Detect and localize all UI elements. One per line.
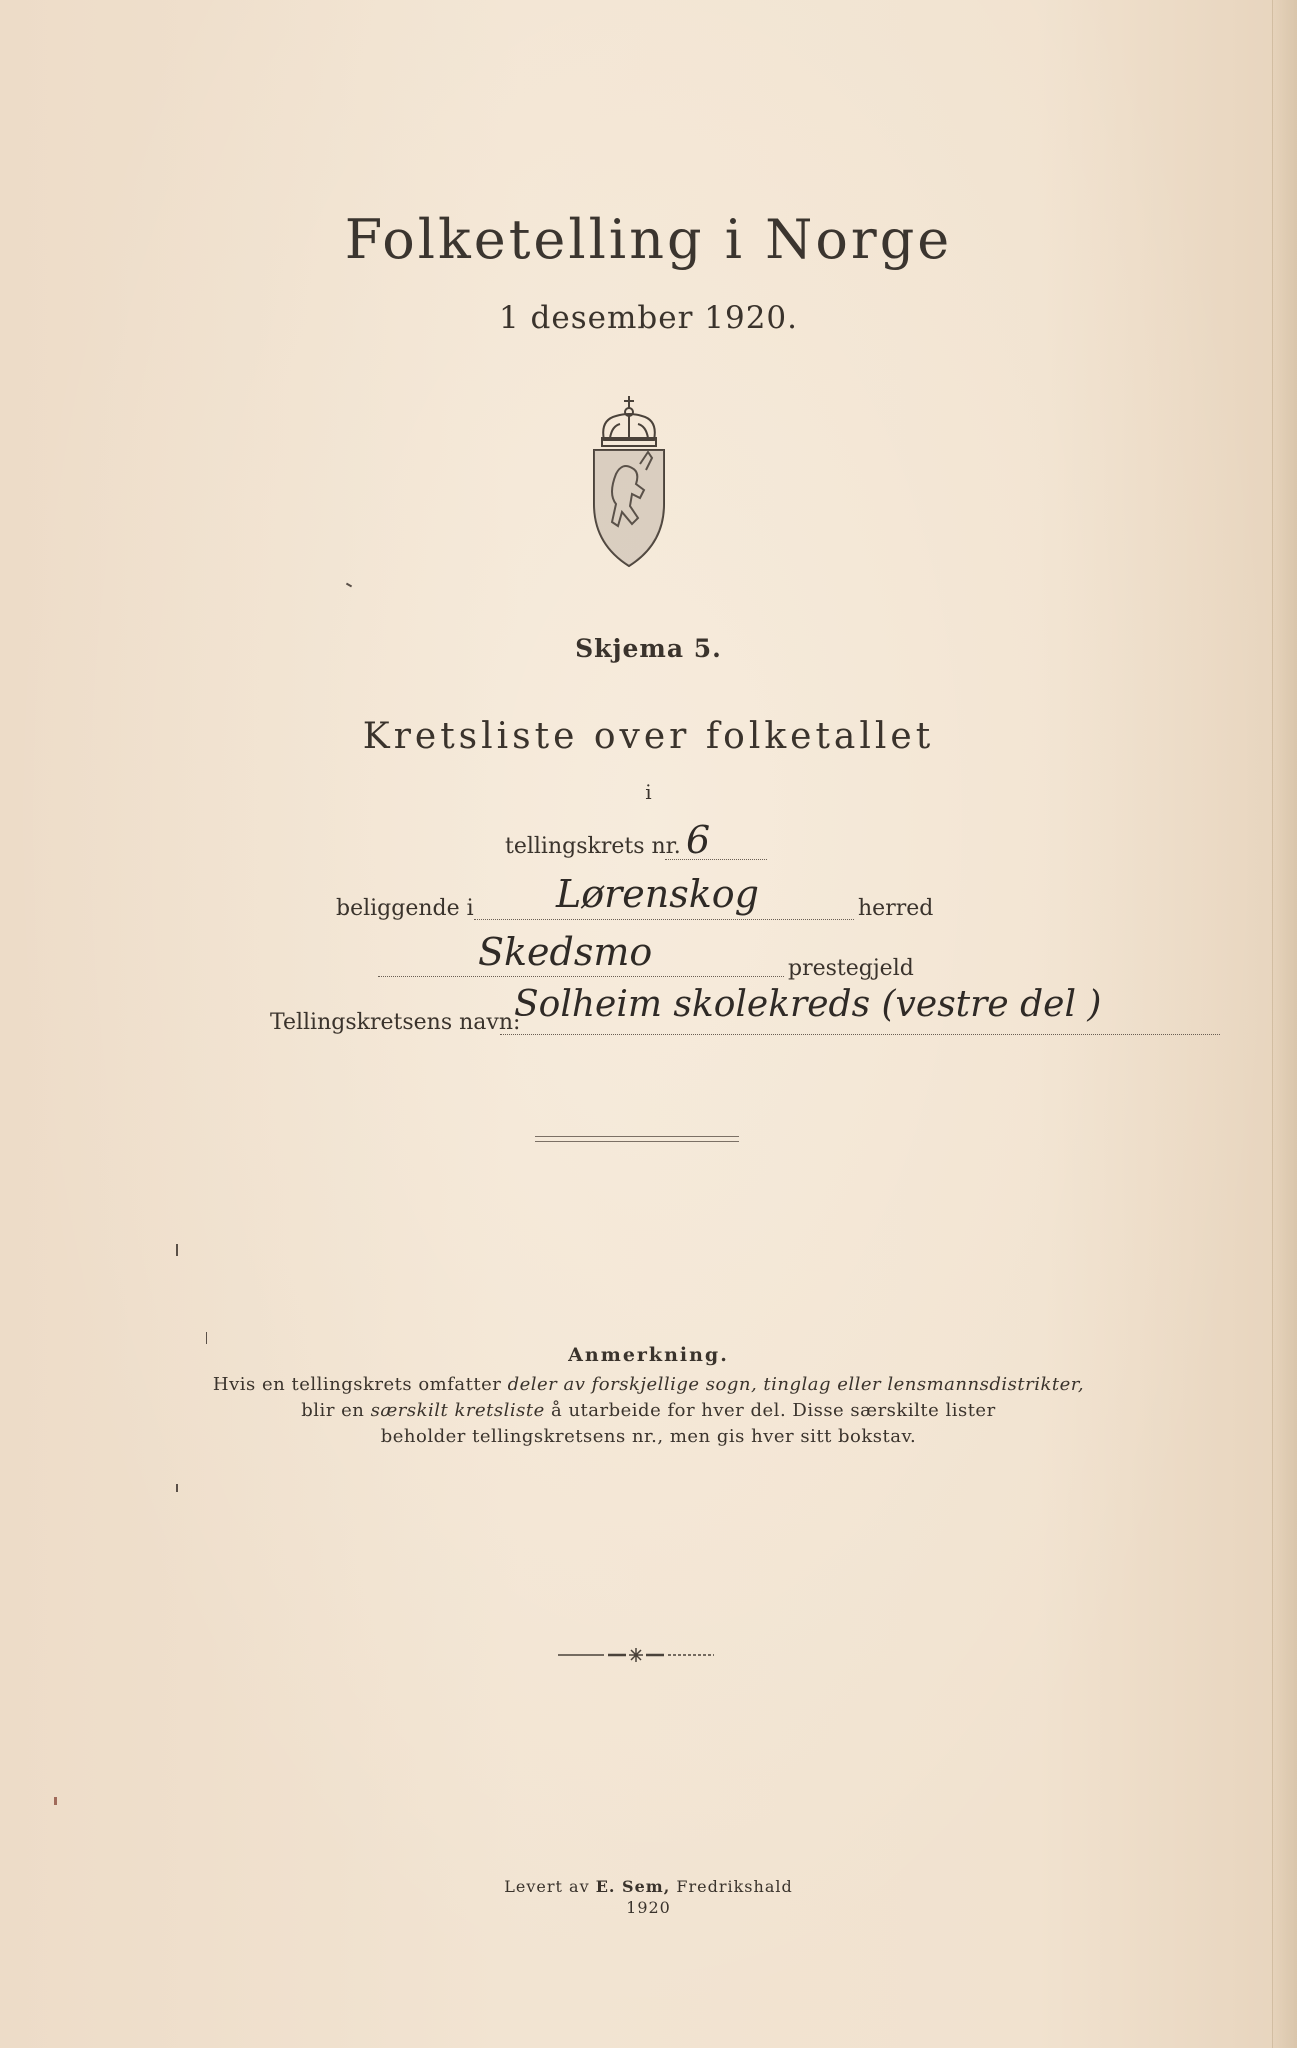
prestegjeld-label: prestegjeld bbox=[788, 956, 914, 981]
note-line-2-italic: særskilt kretsliste bbox=[370, 1400, 545, 1421]
herred-label: herred bbox=[858, 896, 934, 921]
section-divider bbox=[535, 1136, 739, 1142]
tellingskrets-label: tellingskrets nr. bbox=[505, 834, 681, 859]
page-title: Folketelling i Norge bbox=[344, 208, 953, 271]
paper-mark bbox=[176, 1244, 178, 1256]
printer-year: 1920 bbox=[626, 1898, 671, 1917]
note-line-3: beholder tellingskretsens nr., men gis hver sitt bokstav. bbox=[380, 1426, 917, 1447]
printer-prefix: Levert av bbox=[504, 1877, 596, 1896]
tellingskrets-value: 6 bbox=[686, 818, 711, 862]
beliggende-line bbox=[474, 919, 854, 920]
note-line-2-text-c: å utarbeide for hver del. Disse særskilte lister bbox=[544, 1400, 996, 1421]
prestegjeld-value: Skedsmo bbox=[478, 930, 653, 974]
printer-credit bbox=[0, 1877, 1297, 1896]
navn-line bbox=[500, 1034, 1220, 1035]
schema-number: Skjema 5. bbox=[575, 634, 722, 663]
paper-mark bbox=[206, 1332, 207, 1344]
connector-word: i bbox=[645, 780, 652, 804]
note-line-1-text: Hvis en tellingskrets omfatter bbox=[212, 1374, 508, 1395]
paper-mark bbox=[176, 1484, 178, 1492]
note-line-2-text-a: blir en bbox=[301, 1400, 371, 1421]
beliggende-label: beliggende i bbox=[336, 896, 474, 921]
norwegian-coat-of-arms-icon bbox=[586, 394, 672, 570]
census-date: 1 desember 1920. bbox=[498, 300, 799, 336]
printer-city: Fredrikshald bbox=[670, 1877, 793, 1896]
note-line-2 bbox=[0, 1400, 1297, 1421]
tellingskrets-line bbox=[665, 859, 767, 860]
note-line-1 bbox=[0, 1374, 1297, 1395]
ornament-divider-icon bbox=[556, 1645, 716, 1665]
printer-name: E. Sem, bbox=[595, 1877, 671, 1896]
note-line-1-italic: deler av forskjellige sogn, tinglag eller lensmannsdistrikter, bbox=[507, 1374, 1085, 1395]
prestegjeld-line bbox=[378, 976, 784, 977]
form-heading: Kretsliste over folketallet bbox=[362, 716, 935, 757]
paper-mark bbox=[346, 583, 352, 588]
navn-label: Tellingskretsens navn: bbox=[270, 1010, 521, 1035]
paper-mark bbox=[54, 1797, 57, 1805]
note-title: Anmerkning. bbox=[568, 1344, 729, 1366]
beliggende-value: Lørenskog bbox=[556, 872, 759, 916]
navn-value: Solheim skolekreds (vestre del ) bbox=[514, 984, 1102, 1025]
